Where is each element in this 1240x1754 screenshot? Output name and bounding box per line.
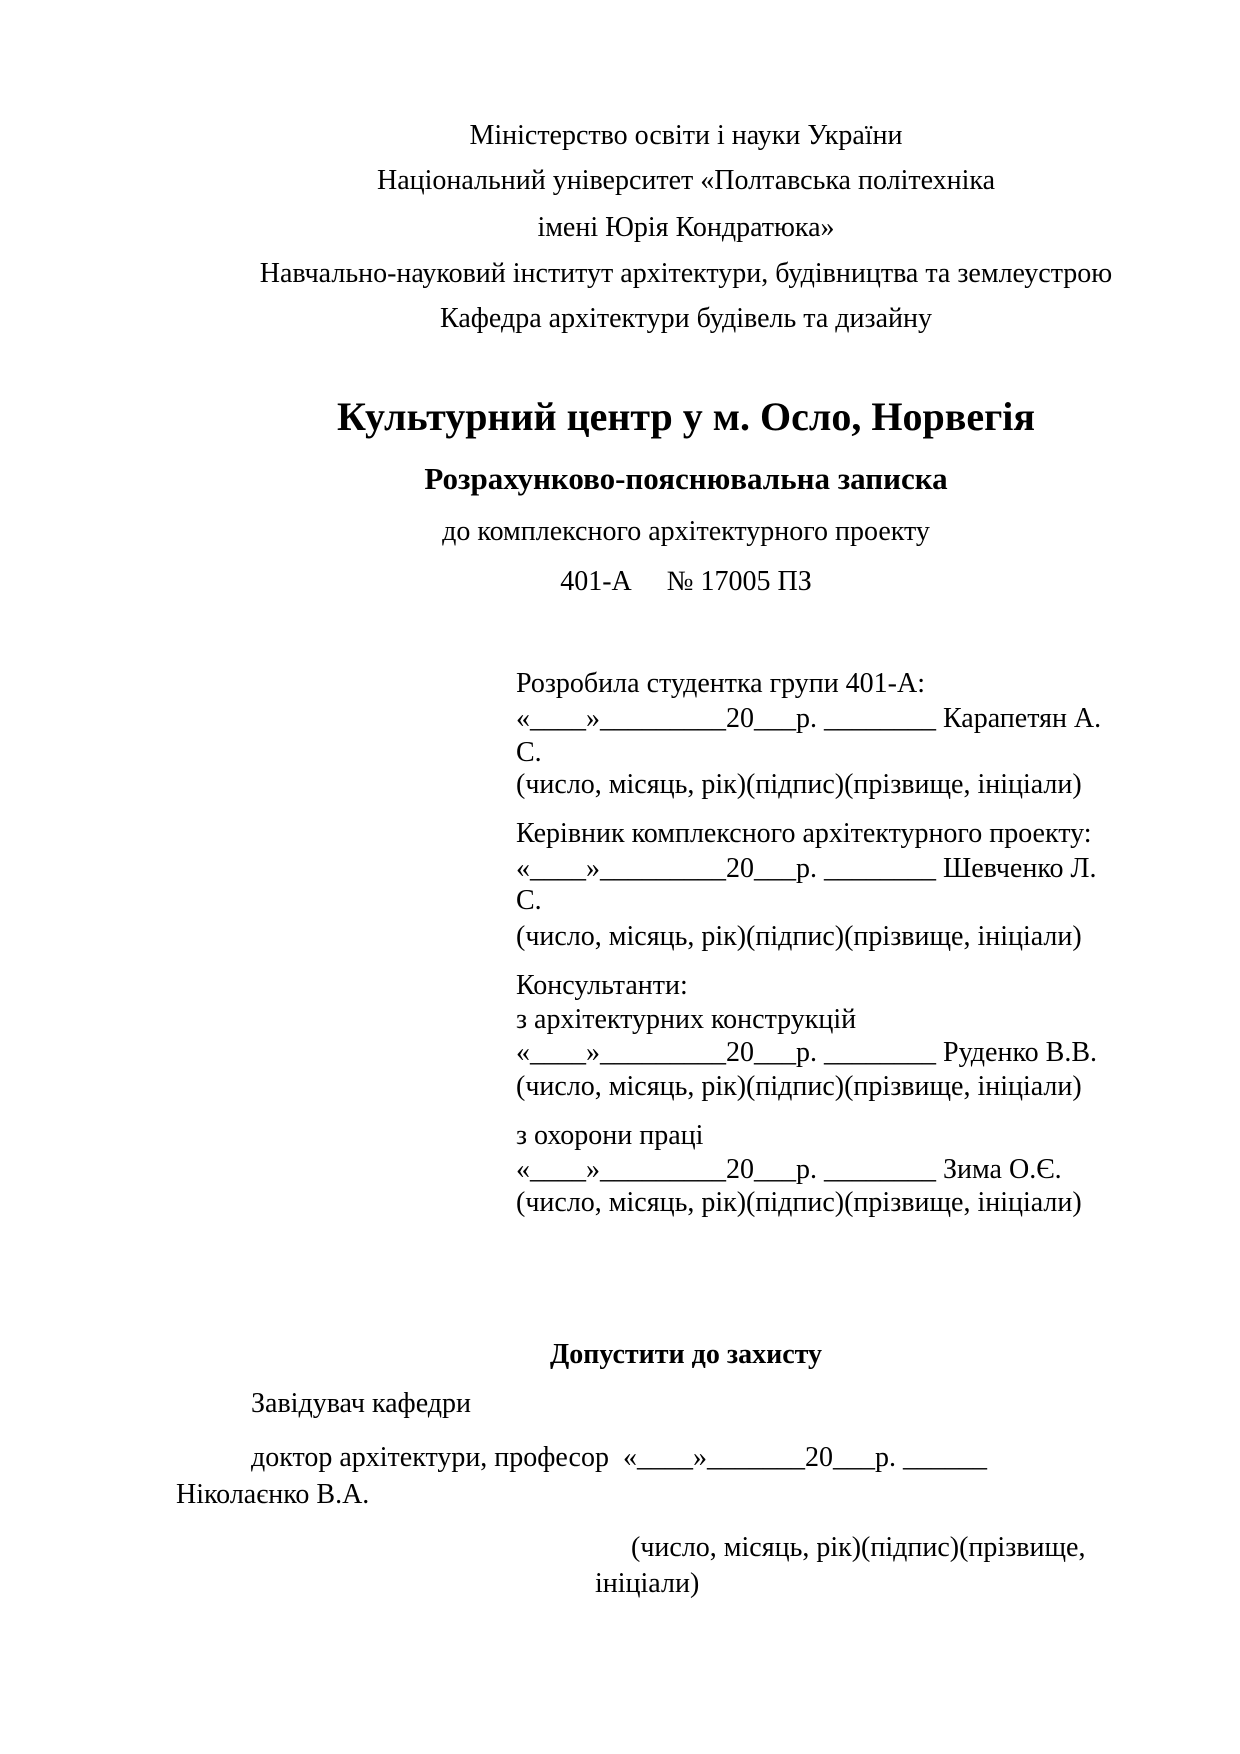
constructions-label: з архітектурних конструкцій <box>516 1004 857 1035</box>
supervisor-signature-line-cont: С. <box>516 885 542 916</box>
head-label: Завідувач кафедри <box>251 1388 471 1419</box>
consultants-label: Консультанти: <box>516 970 688 1001</box>
student-hint: (число, місяць, рік)(підпис)(прізвище, ініціали) <box>516 769 1082 800</box>
department-name: Кафедра архітектури будівель та дизайну <box>440 303 932 334</box>
safety-signature-line: «____»_________20___р. ________ Зима О.Є. <box>516 1154 1062 1185</box>
university-name-line-1: Національний університет «Полтавська політехніка <box>376 165 996 196</box>
head-hint-line-1: (число, місяць, рік)(підпис)(прізвище, <box>631 1532 1086 1563</box>
head-name: Ніколаєнко В.А. <box>176 1479 370 1510</box>
safety-label: з охорони праці <box>516 1120 704 1151</box>
student-label: Розробила студентка групи 401-А: <box>516 668 926 699</box>
document-description: до комплексного архітектурного проекту <box>442 516 930 547</box>
document-code: 401-А № 17005 ПЗ <box>560 566 812 597</box>
supervisor-signature-line: «____»_________20___р. ________ Шевченко Л. <box>516 853 1097 884</box>
safety-hint: (число, місяць, рік)(підпис)(прізвище, ініціали) <box>516 1187 1082 1218</box>
approval-heading: Допустити до захисту <box>549 1339 823 1370</box>
university-name-line-2: імені Юрія Кондратюка» <box>537 212 835 243</box>
student-signature-line: «____»_________20___р. ________ Карапетян А. <box>516 703 1102 734</box>
constructions-signature-line: «____»_________20___р. ________ Руденко В.В. <box>516 1037 1097 1068</box>
institute-name: Навчально-науковий інститут архітектури, будівництва та землеустрою <box>259 258 1113 289</box>
document-subtitle: Розрахунково-пояснювальна записка <box>424 461 948 496</box>
supervisor-hint: (число, місяць, рік)(підпис)(прізвище, ініціали) <box>516 921 1082 952</box>
ministry-name: Міністерство освіти і науки України <box>469 120 903 151</box>
head-signature-line: доктор архітектури, професор «____»_______20___р. ______ <box>251 1442 987 1473</box>
constructions-hint: (число, місяць, рік)(підпис)(прізвище, ініціали) <box>516 1071 1082 1102</box>
project-title: Культурний центр у м. Осло, Норвегія <box>336 394 1035 439</box>
head-hint-line-2: ініціали) <box>595 1568 700 1599</box>
student-signature-line-cont: С. <box>516 737 542 768</box>
supervisor-label: Керівник комплексного архітектурного проекту: <box>516 818 1092 849</box>
